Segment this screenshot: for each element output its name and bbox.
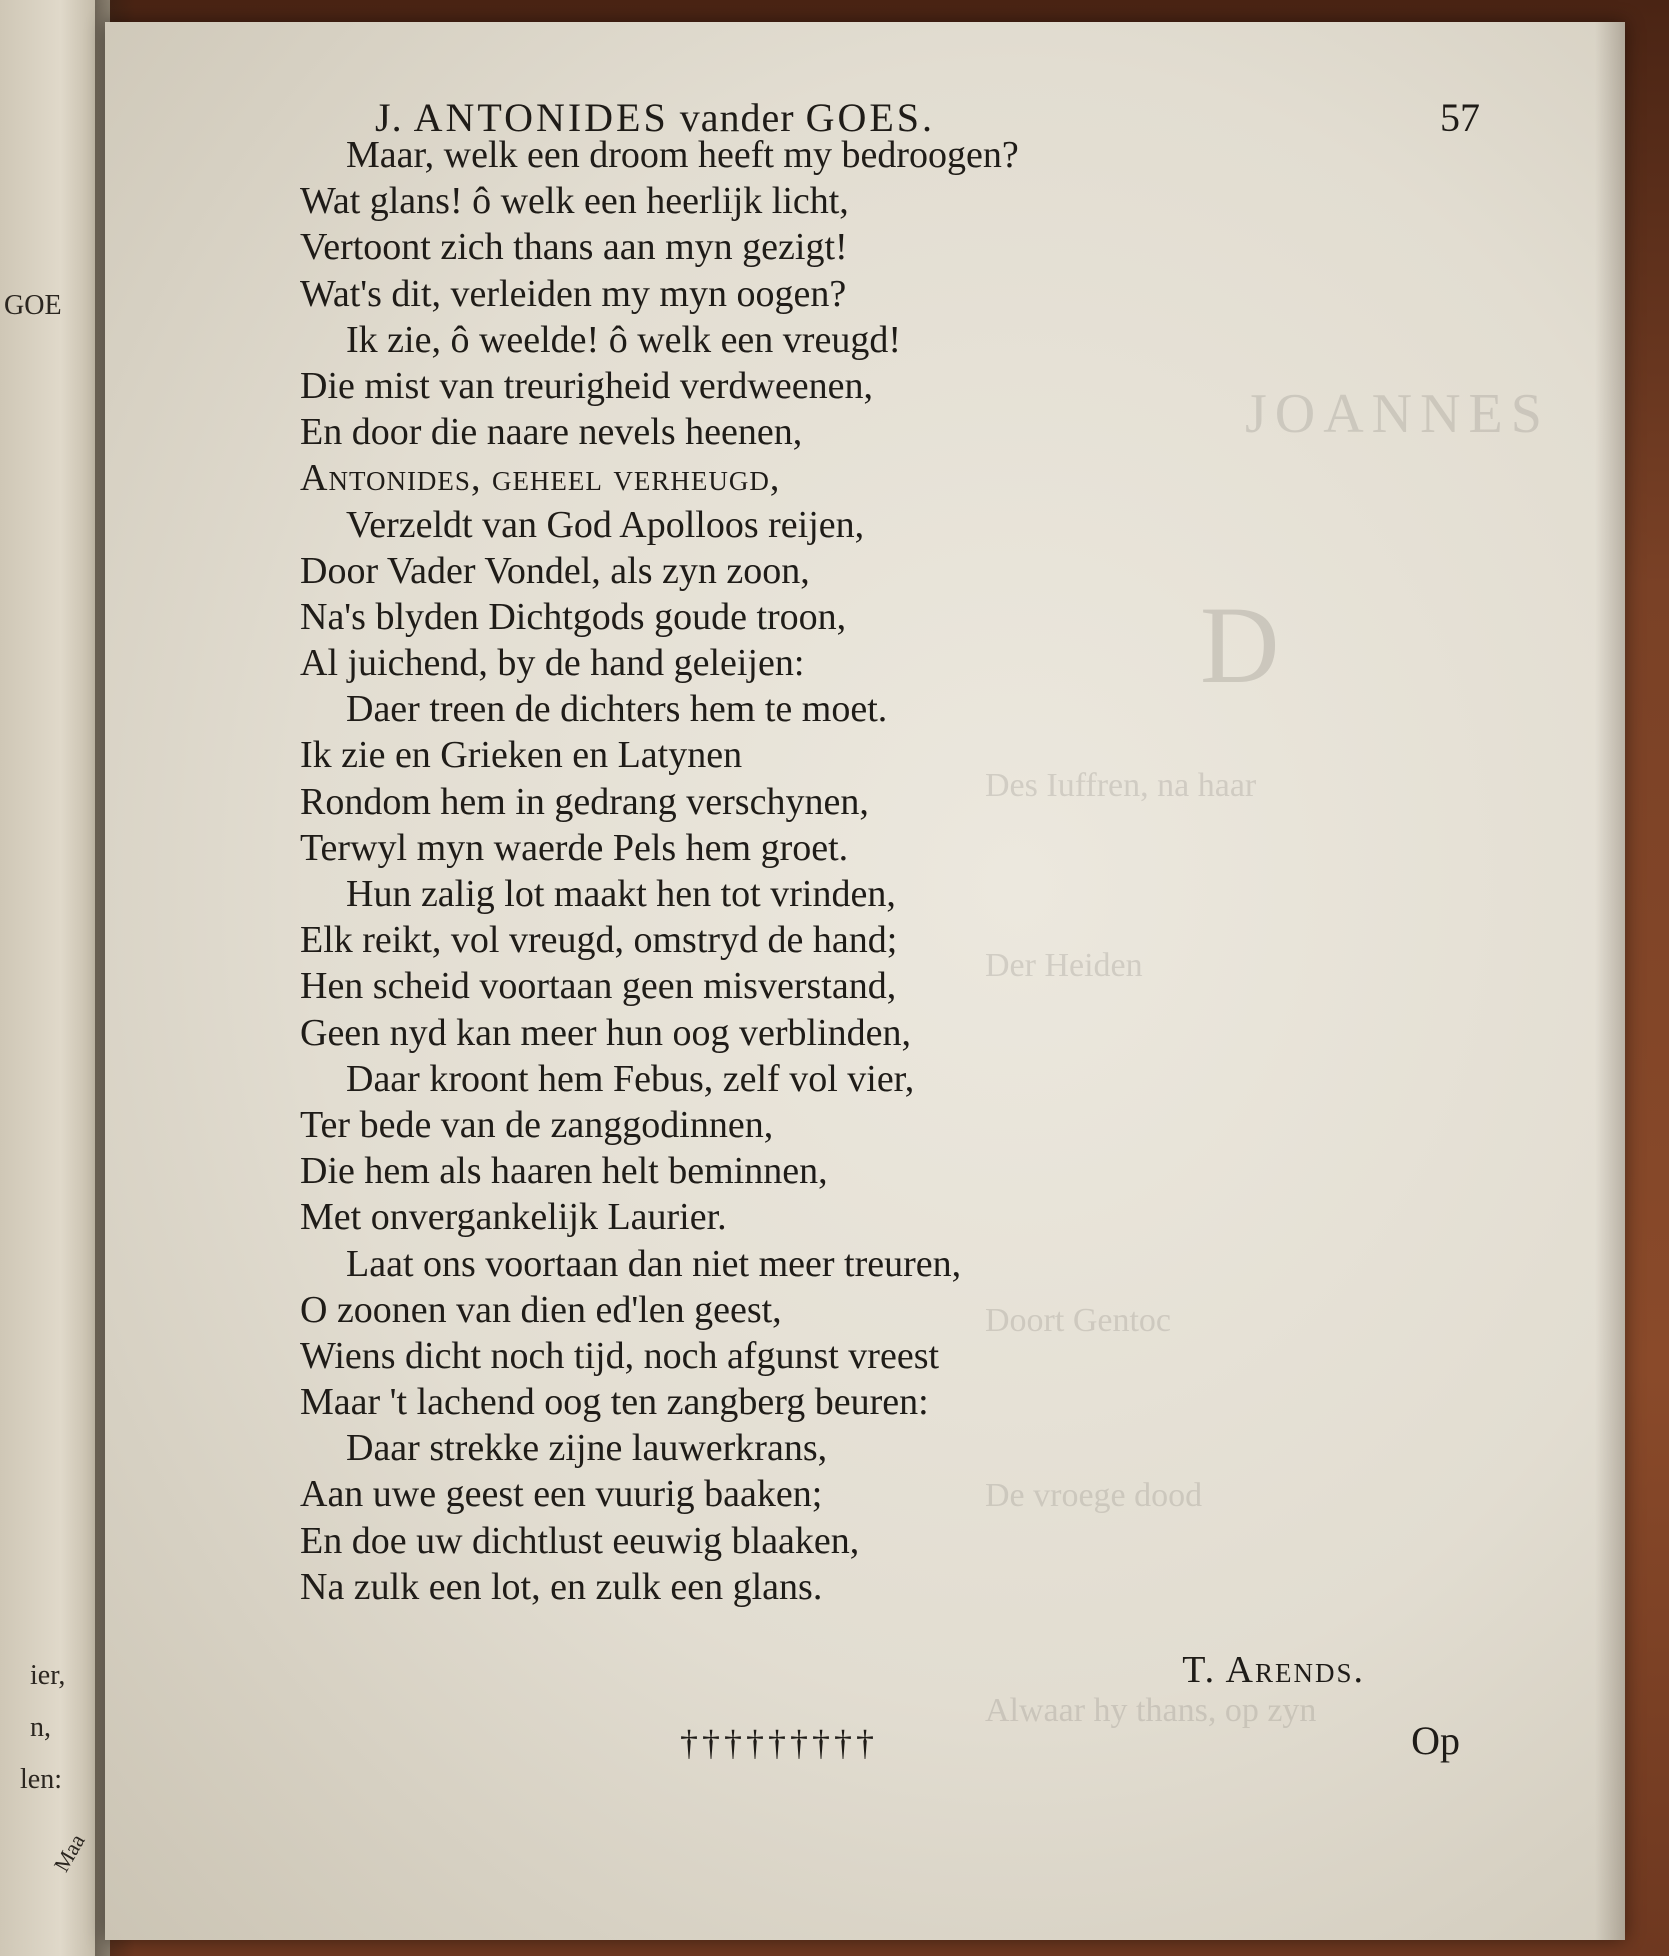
- poem-line: Hen scheid voortaan geen misverstand,: [300, 965, 897, 1008]
- poem-line: Al juichend, by de hand geleijen:: [300, 642, 805, 685]
- bleed-through-line: De vroege dood: [985, 1477, 1203, 1514]
- left-page-fragment: len:: [20, 1764, 62, 1795]
- left-page-fragment: ier,: [30, 1660, 66, 1691]
- poem-line: Met onvergankelijk Laurier.: [300, 1196, 727, 1239]
- poem-line: Ik zie en Grieken en Latynen: [300, 734, 743, 777]
- left-page-fragment: Maa: [48, 1829, 90, 1876]
- poem-line: En doe uw dichtlust eeuwig blaaken,: [300, 1519, 860, 1562]
- poem-line: Daar strekke zijne lauwerkrans,: [346, 1427, 828, 1470]
- header-particle: vander: [679, 95, 795, 140]
- poem-line: Door Vader Vondel, als zyn zoon,: [300, 549, 810, 592]
- poem-line: En door die naare nevels heenen,: [300, 411, 803, 454]
- left-page-fragment: GOE: [4, 290, 62, 321]
- poem-line: Die mist van treurigheid verdweenen,: [300, 364, 873, 407]
- poem: [300, 132, 1019, 1610]
- poem-line: Geen nyd kan meer hun oog verblinden,: [300, 1011, 911, 1054]
- poem-line: O zoonen van dien ed'len geest,: [300, 1288, 782, 1331]
- book-page: [105, 22, 1625, 1940]
- poem-line: Antonides, geheel verheugd,: [300, 457, 781, 500]
- poem-line: Rondom hem in gedrang verschynen,: [300, 780, 869, 823]
- poem-line: Maar 't lachend oog ten zangberg beuren:: [300, 1381, 929, 1424]
- bleed-through-line: Doort Gentoc: [985, 1302, 1172, 1339]
- poem-line: Wiens dicht noch tijd, noch afgunst vreest: [300, 1334, 940, 1377]
- poem-line: Wat glans! ô welk een heerlijk licht,: [300, 180, 849, 223]
- page-edge-shadow: [1595, 22, 1625, 1940]
- poem-line: Wat's dit, verleiden my myn oogen?: [300, 272, 847, 315]
- poem-line: Na zulk een lot, en zulk een glans.: [300, 1565, 823, 1608]
- header-initial: J.: [375, 95, 403, 140]
- bleed-through-line: Des Iuffren, na haar: [985, 767, 1257, 804]
- catchword: Op: [1411, 1718, 1460, 1763]
- poem-line: Hun zalig lot maakt hen tot vrinden,: [346, 873, 896, 915]
- poem-line: Daer treen de dichters hem te moet.: [346, 688, 888, 731]
- poem-line: Ter bede van de zanggodinnen,: [300, 1103, 774, 1146]
- left-page-edge: [0, 0, 110, 1956]
- bleed-through-line: JOANNES: [1245, 383, 1550, 445]
- poem-line: Verzeldt van God Apolloos reijen,: [346, 503, 865, 546]
- poem-line: Aan uwe geest een vuurig baaken;: [300, 1473, 823, 1516]
- poem-line: Daar kroont hem Febus, zelf vol vier,: [346, 1057, 915, 1100]
- page-number: 57: [1440, 95, 1480, 140]
- poem-line: Ik zie, ô weelde! ô welk een vreugd!: [346, 318, 901, 361]
- bleed-through-initial: D: [1200, 584, 1280, 706]
- bleed-through-line: Der Heiden: [985, 947, 1143, 984]
- poem-line: Maar, welk een droom heeft my bedroogen?: [346, 134, 1019, 176]
- left-page-fragment: n,: [30, 1712, 51, 1743]
- poem-line: Vertoont zich thans aan myn gezigt!: [300, 226, 848, 269]
- poem-line: Terwyl myn waerde Pels hem groet.: [300, 826, 849, 869]
- poem-line: Laat ons voortaan dan niet meer treuren,: [346, 1242, 962, 1285]
- ornament-daggers: †††††††††: [680, 1723, 878, 1763]
- poem-line: Na's blyden Dichtgods goude troon,: [300, 595, 847, 638]
- poem-line: Elk reikt, vol vreugd, omstryd de hand;: [300, 919, 898, 962]
- header-name: ANTONIDES: [413, 95, 669, 140]
- poem-line: Die hem als haaren helt beminnen,: [300, 1150, 828, 1193]
- signature: T. Arends.: [1182, 1649, 1365, 1691]
- header-surname: GOES.: [805, 95, 936, 140]
- bleed-through-line: Alwaar hy thans, op zyn: [985, 1692, 1317, 1729]
